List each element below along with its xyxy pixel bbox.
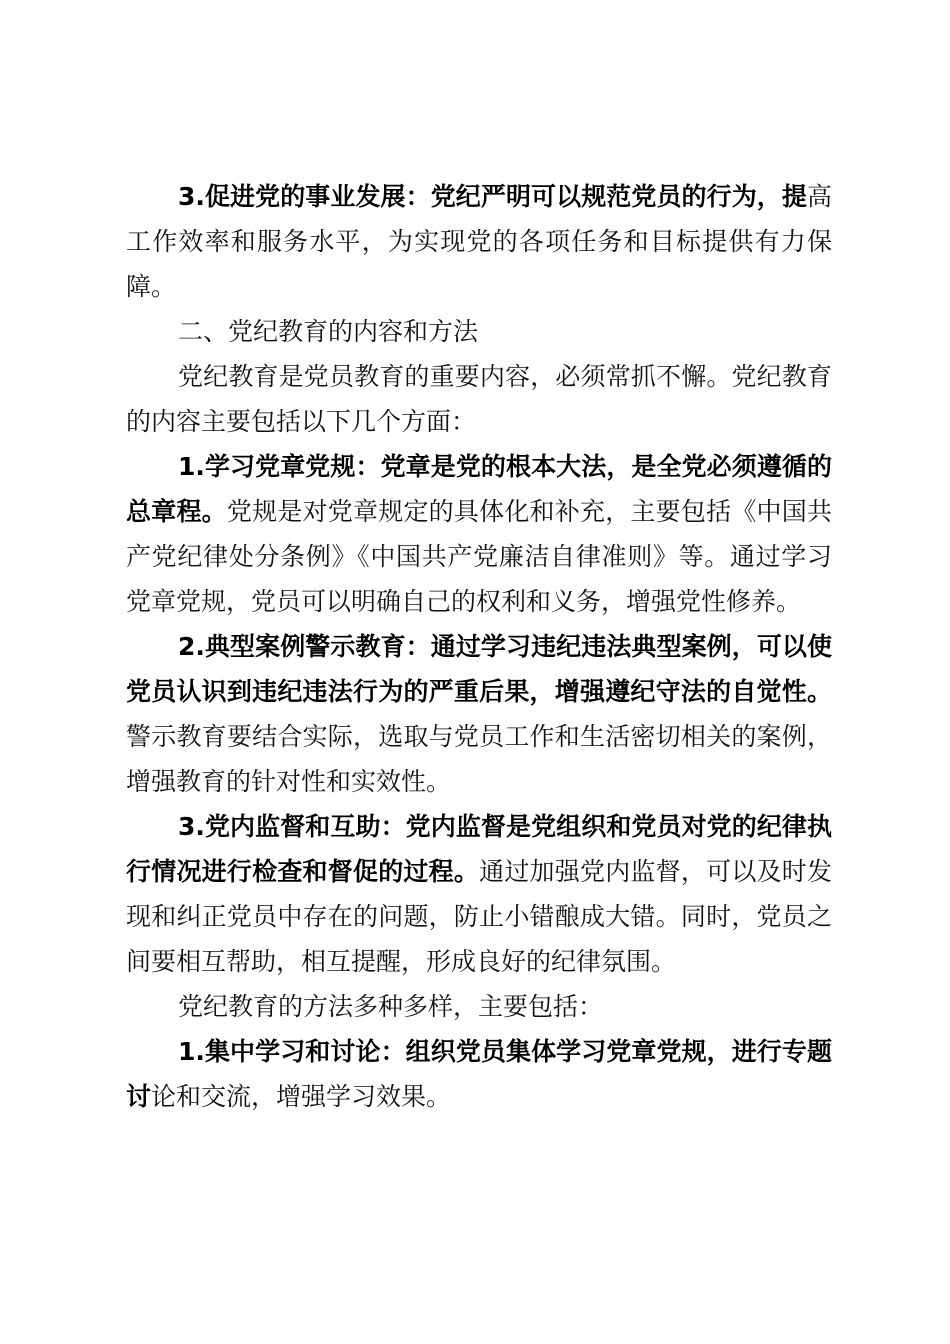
document-body bbox=[126, 174, 832, 1119]
section-heading bbox=[126, 309, 832, 354]
bold-lead: 1.学习党章党规：党章是党的根本大法，是全党必须遵循的总章程。 bbox=[126, 452, 832, 526]
paragraph-promote-party-cause bbox=[126, 174, 832, 309]
bold-lead: 3.促进党的事业发展：党纪严明可以规范党员的行为，提 bbox=[178, 182, 807, 211]
body-text: 论和交流，增强学习效果。 bbox=[151, 1082, 452, 1111]
body-text: 党纪教育是党员教育的重要内容，必须常抓不懈。党纪教育的内容主要包括以下几个方面： bbox=[126, 362, 832, 436]
bold-lead: 3.党内监督和互助：党内监督是党组织和党员对党的纪律执行情况进行检查和督促的过程。 bbox=[126, 812, 832, 886]
body-text: 党纪教育的方法多种多样，主要包括： bbox=[178, 992, 604, 1021]
paragraph-methods-intro bbox=[126, 984, 832, 1029]
body-text: 警示教育要结合实际，选取与党员工作和生活密切相关的案例，增强教育的针对性和实效性。 bbox=[126, 722, 832, 796]
body-text: 通过加强党内监督，可以及时发现和纠正党员中存在的问题，防止小错酿成大错。同时，党员之间要相互帮助，相互提醒，形成良好的纪律氛围。 bbox=[126, 857, 832, 976]
paragraph-internal-supervision bbox=[126, 804, 832, 984]
bold-lead: 2.典型案例警示教育：通过学习违纪违法典型案例，可以使党员认识到违纪违法行为的严重后果，增强遵纪守法的自觉性。 bbox=[126, 632, 832, 706]
body-text: 党规是对党章规定的具体化和补充，主要包括《中国共产党纪律处分条例》《中国共产党廉洁自律准则》等。通过学习党章党规，党员可以明确自己的权利和义务，增强党性修养。 bbox=[126, 497, 832, 616]
paragraph-study-party-rules bbox=[126, 444, 832, 624]
bold-lead: 1.集中学习和讨论：组织党员集体学习党章党规，进行专题讨 bbox=[126, 1037, 832, 1111]
paragraph-education-intro bbox=[126, 354, 832, 444]
paragraph-group-study bbox=[126, 1029, 832, 1119]
body-text: 高工作效率和服务水平，为实现党的各项任务和目标提供有力保障。 bbox=[126, 182, 832, 301]
paragraph-case-warning bbox=[126, 624, 832, 804]
heading-text: 二、党纪教育的内容和方法 bbox=[178, 317, 479, 346]
